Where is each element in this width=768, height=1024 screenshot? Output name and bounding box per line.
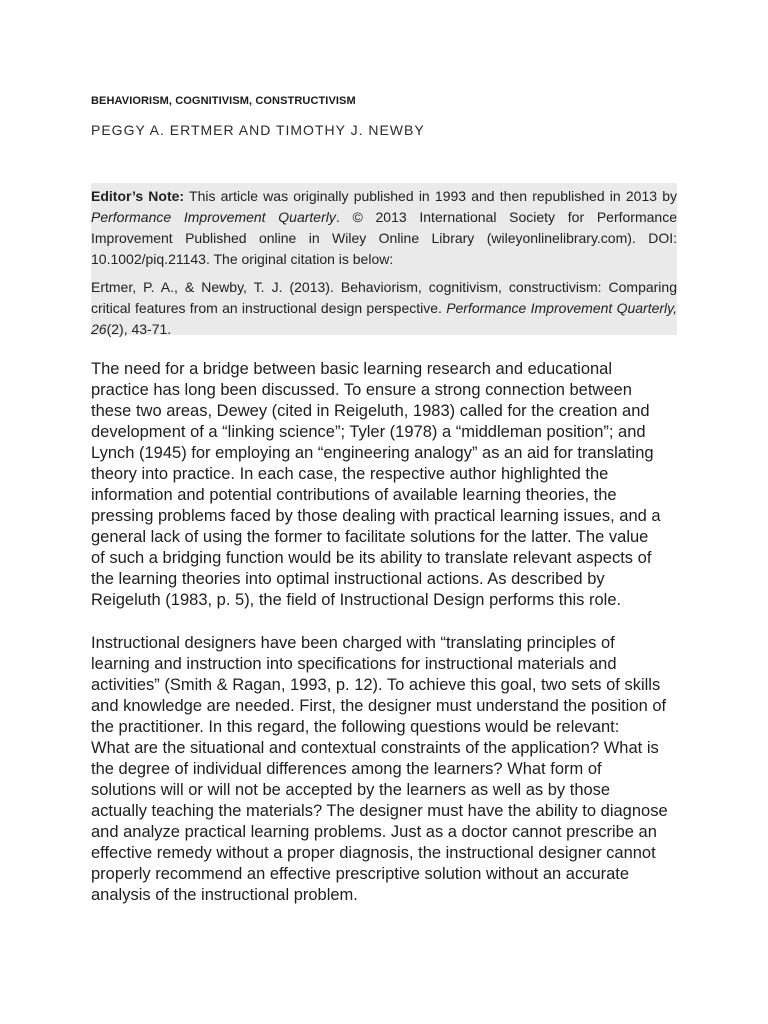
running-title: BEHAVIORISM, COGNITIVISM, CONSTRUCTIVISM [91,95,356,107]
paragraph-line: properly recommend an effective prescriptive solution without an accurate [91,865,630,883]
body-paragraph-1 [91,359,681,611]
editor-note-journal: Performance Improvement Quarterly [91,209,336,225]
paragraph-line: of such a bridging function would be its ability to translate relevant aspects of [91,549,652,567]
body-paragraph-2 [91,633,681,906]
paragraph-line: actually teaching the materials? The designer must have the ability to diagnose [91,802,668,820]
paragraph-line: Reigeluth (1983, p. 5), the field of Instructional Design performs this role. [91,591,622,609]
paragraph-line: development of a “linking science”; Tyler (1978) a “middleman position”; and [91,423,646,441]
author-names: PEGGY A. ERTMER AND TIMOTHY J. NEWBY [91,122,425,138]
citation-text-1: Ertmer, P. A., & Newby, T. J. (2013). Behaviorism, cognitivism, constructivism: Comparing critical features from an instructional design perspective. [91,279,677,316]
paragraph-line: analysis of the instructional problem. [91,886,358,904]
paragraph-line: What are the situational and contextual constraints of the application? What is [91,739,659,757]
editor-note-label: Editor’s Note: [91,188,185,204]
paragraph-line: Instructional designers have been charged with “translating principles of [91,634,615,652]
editor-note-text-1: This article was originally published in 1993 and then republished in 2013 by [184,188,677,204]
paragraph-line: the practitioner. In this regard, the following questions would be relevant: [91,718,620,736]
editor-note-text-2: . © 2013 International Society for Performance Improvement Published online in Wiley Online Library (wileyonlinelibrary.com). DOI: 10.1002/piq.21143. The original citation is below: [91,209,677,267]
paragraph-line: solutions will or will not be accepted by the learners as well as by those [91,781,611,799]
citation-journal: Performance Improvement Quarterly, 26 [91,300,677,337]
paragraph-line: The need for a bridge between basic learning research and educational [91,360,613,378]
paragraph-line: and knowledge are needed. First, the designer must understand the position of [91,697,667,715]
paragraph-line: practice has long been discussed. To ensure a strong connection between [91,381,632,399]
paragraph-line: and analyze practical learning problems. Just as a doctor cannot prescribe an [91,823,657,841]
paragraph-line: general lack of using the former to facilitate solutions for the latter. The value [91,528,649,546]
paragraph-line: learning and instruction into specifications for instructional materials and [91,655,617,673]
paragraph-line: activities” (Smith & Ragan, 1993, p. 12). To achieve this goal, two sets of skills [91,676,661,694]
paragraph-line: Lynch (1945) for employing an “engineering analogy” as an aid for translating [91,444,654,462]
paragraph-line: the learning theories into optimal instructional actions. As described by [91,570,605,588]
paragraph-line: pressing problems faced by those dealing with practical learning issues, and a [91,507,661,525]
citation [91,277,677,340]
paragraph-line: theory into practice. In each case, the respective author highlighted the [91,465,609,483]
paragraph-line: information and potential contributions of available learning theories, the [91,486,617,504]
paragraph-line: these two areas, Dewey (cited in Reigeluth, 1983) called for the creation and [91,402,650,420]
paragraph-line: effective remedy without a proper diagnosis, the instructional designer cannot [91,844,656,862]
editor-note [91,186,677,270]
paragraph-line: the degree of individual differences among the learners? What form of [91,760,602,778]
citation-text-2: (2), 43-71. [106,321,172,337]
